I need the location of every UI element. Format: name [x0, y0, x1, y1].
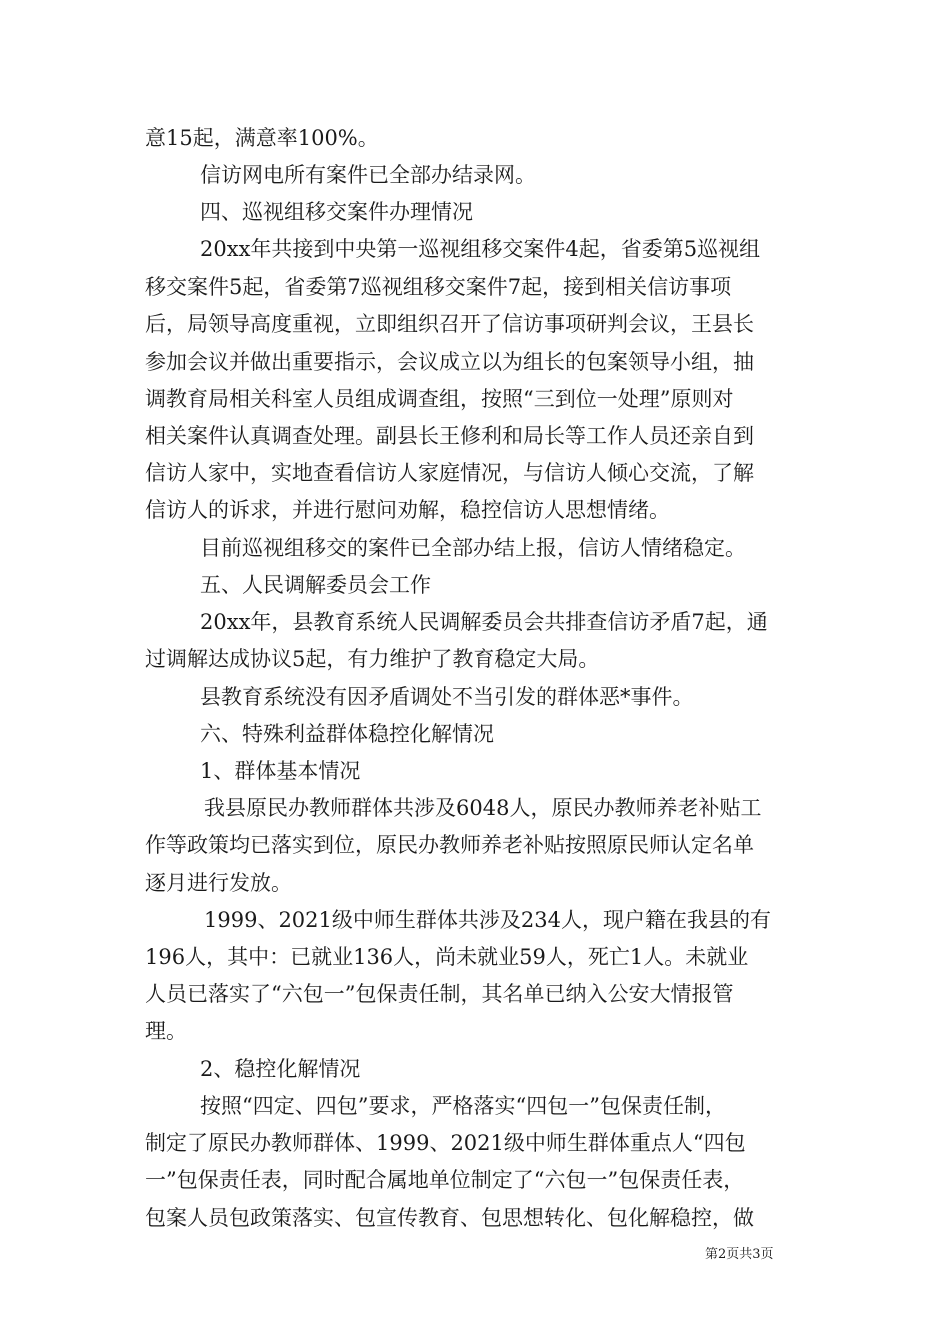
paragraph-line: 196人，其中：已就业136人，尚未就业59人，死亡1人。未就业	[145, 945, 749, 969]
paragraph-line: 理。	[145, 1019, 187, 1043]
paragraph-line: 逐月进行发放。	[145, 871, 292, 895]
paragraph-line: 意15起，满意率100%。	[145, 126, 379, 150]
section-heading: 六、特殊利益群体稳控化解情况	[200, 722, 494, 746]
page-number: 第2页共3页	[705, 1247, 774, 1262]
subsection-heading: 1、群体基本情况	[200, 759, 361, 783]
paragraph-line: 20xx年，县教育系统人民调解委员会共排查信访矛盾7起，通	[200, 610, 768, 634]
paragraph-line: 我县原民办教师群体共涉及6048人，原民办教师养老补贴工	[204, 796, 762, 820]
section-heading: 五、人民调解委员会工作	[200, 573, 431, 597]
paragraph-line: 过调解达成协议5起，有力维护了教育稳定大局。	[145, 647, 600, 671]
paragraph-line: 作等政策均已落实到位，原民办教师养老补贴按照原民师认定名单	[145, 833, 754, 857]
paragraph-line: 调教育局相关科室人员组成调查组，按照“三到位一处理”原则对	[145, 387, 734, 411]
paragraph-line: 相关案件认真调查处理。副县长王修利和局长等工作人员还亲自到	[145, 424, 754, 448]
paragraph-line: 信访人的诉求，并进行慰问劝解，稳控信访人思想情绪。	[145, 498, 670, 522]
paragraph-line: 1999、2021级中师生群体共涉及234人，现户籍在我县的有	[204, 908, 771, 932]
paragraph-line: 县教育系统没有因矛盾调处不当引发的群体恶*事件。	[200, 685, 694, 709]
paragraph-line: 参加会议并做出重要指示，会议成立以为组长的包案领导小组，抽	[145, 350, 754, 374]
paragraph-line: 目前巡视组移交的案件已全部办结上报，信访人情绪稳定。	[200, 536, 746, 560]
subsection-heading: 2、稳控化解情况	[200, 1057, 361, 1081]
paragraph-line: 后，局领导高度重视，立即组织召开了信访事项研判会议，王县长	[145, 312, 754, 336]
paragraph-line: 信访人家中，实地查看信访人家庭情况，与信访人倾心交流，了解	[145, 461, 754, 485]
paragraph-line: 按照“四定、四包”要求，严格落实“四包一”包保责任制，	[200, 1094, 726, 1118]
paragraph-line: 信访网电所有案件已全部办结录网。	[200, 163, 536, 187]
paragraph-line: 一”包保责任表，同时配合属地单位制定了“六包一”包保责任表，	[145, 1168, 745, 1192]
paragraph-line: 20xx年共接到中央第一巡视组移交案件4起，省委第5巡视组	[200, 237, 761, 261]
paragraph-line: 人员已落实了“六包一”包保责任制，其名单已纳入公安大情报管	[145, 982, 734, 1006]
section-heading: 四、巡视组移交案件办理情况	[200, 200, 473, 224]
paragraph-line: 移交案件5起，省委第7巡视组移交案件7起，接到相关信访事项	[145, 275, 732, 299]
paragraph-line: 制定了原民办教师群体、1999、2021级中师生群体重点人“四包	[145, 1131, 746, 1155]
paragraph-line: 包案人员包政策落实、包宣传教育、包思想转化、包化解稳控，做	[145, 1206, 754, 1230]
